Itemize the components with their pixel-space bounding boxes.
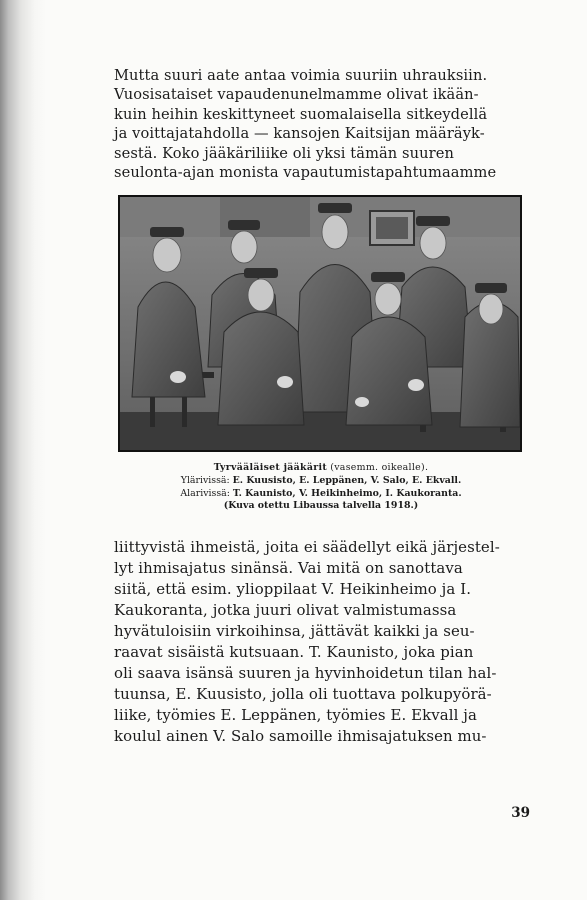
text-line: seulonta-ajan monista vapautumistapahtumaamme — [114, 164, 497, 182]
text-line: kuin heihin keskittyneet suomalaisella sitkeydellä — [114, 105, 488, 123]
group-photo — [118, 195, 522, 452]
soldiers-photo-illustration — [120, 197, 520, 450]
photo-caption — [114, 462, 528, 512]
top-paragraph — [114, 66, 528, 182]
text-line: Vuosisataiset vapaudenunelmamme olivat ikään- — [114, 86, 479, 104]
caption-upper-row — [114, 475, 528, 488]
caption-lower-label: Alarivissä: — [180, 487, 233, 499]
text-line: siitä, että esim. ylioppilaat V. Heikinheimo ja I. — [114, 579, 472, 598]
caption-title: Tyrvääläiset jääkärit — [213, 462, 327, 474]
text-line: lyt ihmisajatus sinänsä. Vai mitä on sanottava — [114, 558, 463, 577]
text-line: ja voittajatahdolla — kansojen Kaitsijan määräyk- — [114, 125, 485, 143]
text-line: liittyvistä ihmeistä, joita ei säädellyt eikä järjestel- — [114, 537, 500, 556]
text-line: Mutta suuri aate antaa voimia suuriin uhrauksiin. — [114, 67, 488, 84]
bottom-paragraph — [114, 537, 528, 747]
caption-lower-row — [114, 488, 528, 501]
text-line: raavat sisäistä kutsuaan. T. Kaunisto, joka pian — [114, 642, 474, 661]
caption-lower-names: T. Kaunisto, V. Heikinheimo, I. Kaukoranta. — [232, 487, 462, 499]
book-page — [114, 66, 528, 747]
text-line: tuunsa, E. Kuusisto, jolla oli tuottava polkupyörä- — [114, 684, 492, 703]
text-line: hyvätuloisiin virkoihinsa, jättävät kaikki ja seu- — [114, 621, 475, 640]
text-line: koulul ainen V. Salo samoille ihmisajatuksen mu- — [114, 726, 487, 745]
caption-order-note: (vasemm. oikealle). — [326, 462, 429, 474]
caption-title-line — [114, 462, 528, 475]
text-line: oli saava isänsä suuren ja hyvinhoidetun tilan hal- — [114, 663, 497, 682]
caption-date-note: (Kuva otettu Libaussa talvella 1918.) — [223, 500, 419, 512]
caption-upper-label: Ylärivissä: — [180, 475, 233, 487]
text-line: Kaukoranta, jotka juuri olivat valmistumassa — [114, 600, 457, 619]
page-binding-shadow — [0, 0, 46, 900]
caption-upper-names: E. Kuusisto, E. Leppänen, V. Salo, E. Ekvall. — [232, 475, 462, 487]
page-number: 39 — [511, 805, 530, 821]
text-line: sestä. Koko jääkäriliike oli yksi tämän suuren — [114, 144, 454, 162]
text-line: liike, työmies E. Leppänen, työmies E. Ekvall ja — [114, 705, 477, 724]
